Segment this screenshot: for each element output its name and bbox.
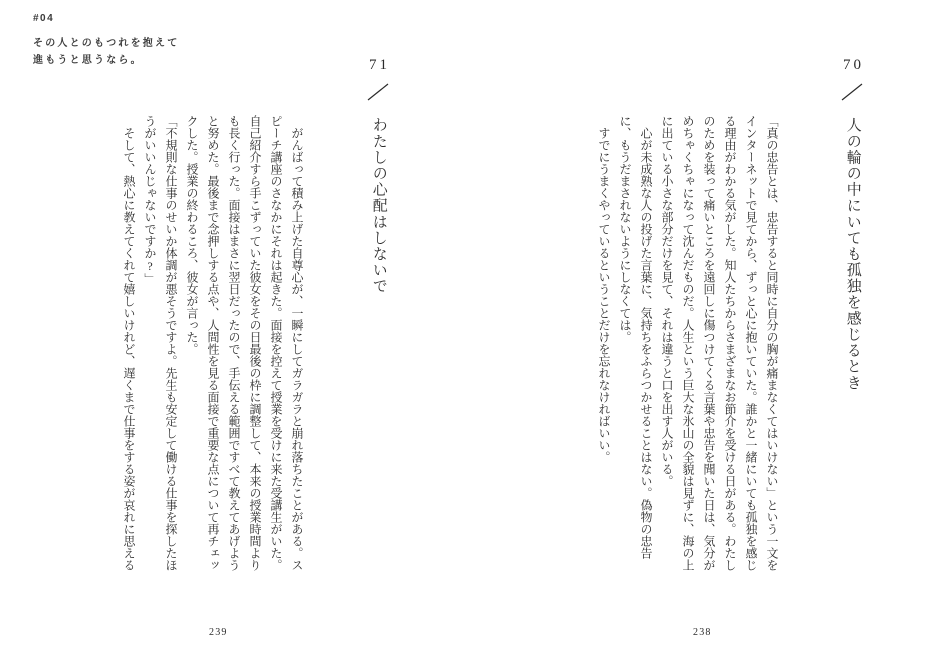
page-left-number: 71 bbox=[369, 57, 390, 73]
paragraph: そして、熱心に教えてくれて嬉しいけれど、遅くまで仕事をする姿が哀れに思える bbox=[122, 127, 136, 571]
page-right-number: 70 bbox=[843, 57, 864, 73]
chapter-caption bbox=[33, 35, 179, 69]
chapter-caption-line-2: 進もうと思うなら。 bbox=[33, 55, 143, 66]
page-right-body bbox=[593, 115, 782, 573]
chapter-header bbox=[33, 13, 179, 69]
page-left-head bbox=[358, 55, 398, 294]
page-left-title: わたしの心配はしないで bbox=[370, 117, 387, 295]
chapter-caption-line-1: その人とのもつれを抱えて bbox=[33, 38, 180, 49]
slash-icon bbox=[365, 81, 391, 103]
paragraph: 心が未成熟な人の投げた言葉に、気持ちをふらつかせることはない。偽物の忠告に、もうだまされないようにしなくては。 bbox=[618, 115, 653, 559]
paragraph: すでにうまくやっているということだけを忘れなければいい。 bbox=[597, 127, 611, 463]
chapter-tag: #04 bbox=[33, 13, 55, 24]
slash-icon bbox=[839, 81, 865, 103]
paragraph: 「真の忠告とは、忠告すると同時に自分の胸が痛まなくてはいけない」という一文をインターネットで見てから、ずっと心に抱いていた。誰かと一緒にいても孤独を感じる理由がわかる気がした。知人たちからさまざまなお節介を受ける日がある。わたしのためを装って痛いところを遠回しに傷つけてくる言葉や忠告を聞いた日は、気分がめちゃくちゃになって沈んだものだ。人生という巨大な氷山の全貌は見ずに、海の上に出ている小さな部分だけを見て、それは違うと口を出す人がいる。 bbox=[660, 115, 779, 571]
paragraph: がんばって積み上げた自尊心が、一瞬にしてガラガラと崩れ落ちたことがある。スピーチ講座のさなかにそれは起きた。面接を控えて授業を受けに来た受講生がいた。自己紹介すら手こずっていた彼女をその日最後の枠に調整して、本来の授業時間よりも長く行った。面接はまさに翌日だったので、手伝える範囲ですべて教えてあげようと努めた。最後まで念押しする点や、人間性を見る面接で重要な点について再チェックした。授業の終わるころ、彼女が言った。 bbox=[185, 115, 304, 571]
page-left-folio: 239 bbox=[209, 627, 228, 638]
page-right-head bbox=[832, 55, 872, 391]
page-left-body bbox=[118, 115, 307, 573]
page-right-title: 人の輪の中にいても孤独を感じるとき bbox=[844, 117, 861, 391]
page-right-folio: 238 bbox=[693, 627, 712, 638]
paragraph: 「不規則な仕事のせいか体調が悪そうですよ。先生も安定して働ける仕事を探したほうがいいんじゃないですか?」 bbox=[143, 115, 178, 571]
